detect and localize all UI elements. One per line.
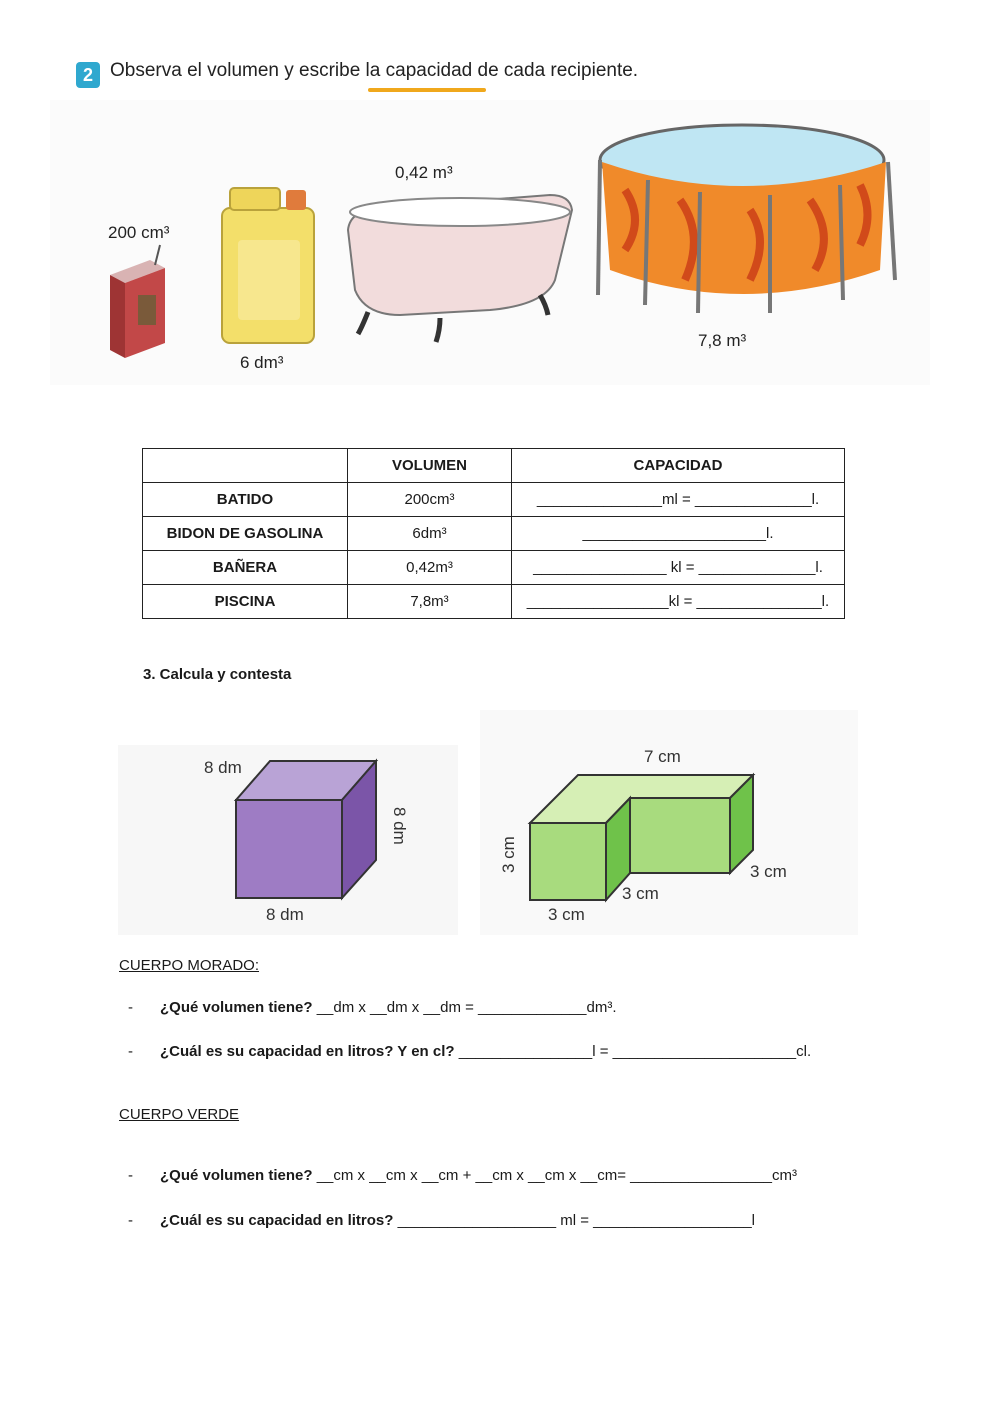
highlight-underline xyxy=(368,88,486,92)
question-text: ¿Cuál es su capacidad en litros? xyxy=(160,1212,394,1229)
list-bullet: - xyxy=(128,1212,133,1229)
row-volume: 0,42m³ xyxy=(348,551,512,585)
piscina-volume-label: 7,8 m³ xyxy=(698,331,747,350)
verde-question-capacity xyxy=(160,1212,755,1229)
row-capacity-blank[interactable]: _______________ml = ______________l. xyxy=(512,483,845,517)
list-bullet: - xyxy=(128,999,133,1016)
containers-illustration xyxy=(50,100,930,385)
row-capacity-blank[interactable]: ________________ kl = ______________l. xyxy=(512,551,845,585)
row-label: BAÑERA xyxy=(143,551,348,585)
row-capacity-blank[interactable]: _________________kl = _______________l. xyxy=(512,585,845,619)
answer-blank[interactable]: __dm x __dm x __dm = _____________dm³. xyxy=(316,999,617,1016)
question-text: ¿Cuál es su capacidad en litros? Y en cl? xyxy=(160,1043,455,1060)
table-header-capacidad: CAPACIDAD xyxy=(512,449,845,483)
lshape-inner-label: 3 cm xyxy=(622,884,659,903)
volume-capacity-table xyxy=(142,448,845,619)
batido-volume-label: 200 cm³ xyxy=(108,223,170,242)
list-bullet: - xyxy=(128,1043,133,1060)
table-header-row xyxy=(143,449,845,483)
table-header-volumen: VOLUMEN xyxy=(348,449,512,483)
exercise-2-title: Observa el volumen y escribe la capacidad de cada recipiente. xyxy=(110,60,639,81)
row-label: PISCINA xyxy=(143,585,348,619)
banera-volume-label: 0,42 m³ xyxy=(395,163,453,182)
verde-question-volume xyxy=(160,1167,797,1184)
table-row xyxy=(143,551,845,585)
solids-illustration xyxy=(118,705,863,940)
cube-right-label: 8 dm xyxy=(390,807,409,845)
list-bullet: - xyxy=(128,1167,133,1184)
question-text: ¿Qué volumen tiene? xyxy=(160,1167,313,1184)
answer-blank[interactable]: ___________________ ml = ___________________l xyxy=(397,1212,756,1229)
answer-blank[interactable]: __cm x __cm x __cm + __cm x __cm x __cm= _________________cm³ xyxy=(316,1167,797,1184)
row-volume: 7,8m³ xyxy=(348,585,512,619)
morado-question-volume xyxy=(160,999,616,1016)
lshape-bottom-label: 3 cm xyxy=(548,905,585,924)
bidon-volume-label: 6 dm³ xyxy=(240,353,284,372)
row-label: BATIDO xyxy=(143,483,348,517)
lshape-right-label: 3 cm xyxy=(750,862,787,881)
cuerpo-verde-heading: CUERPO VERDE xyxy=(119,1106,240,1123)
morado-question-capacity xyxy=(160,1043,811,1060)
row-capacity-blank[interactable]: ______________________l. xyxy=(512,517,845,551)
lshape-left-label: 3 cm xyxy=(499,836,518,873)
table-row xyxy=(143,483,845,517)
lshape-top-label: 7 cm xyxy=(644,747,681,766)
question-text: ¿Qué volumen tiene? xyxy=(160,999,313,1016)
table-row xyxy=(143,517,845,551)
table-row xyxy=(143,585,845,619)
cube-top-label: 8 dm xyxy=(204,758,242,777)
cuerpo-morado-heading: CUERPO MORADO: xyxy=(119,957,260,974)
exercise-3-title: 3. Calcula y contesta xyxy=(143,666,292,683)
row-label: BIDON DE GASOLINA xyxy=(143,517,348,551)
answer-blank[interactable]: ________________l = ______________________cl. xyxy=(458,1043,812,1060)
row-volume: 6dm³ xyxy=(348,517,512,551)
jerrycan-icon xyxy=(222,188,314,343)
cube-bottom-label: 8 dm xyxy=(266,905,304,924)
exercise-number-badge: 2 xyxy=(76,62,100,88)
purple-cube-icon xyxy=(236,761,376,898)
row-volume: 200cm³ xyxy=(348,483,512,517)
table-header-empty xyxy=(143,449,348,483)
